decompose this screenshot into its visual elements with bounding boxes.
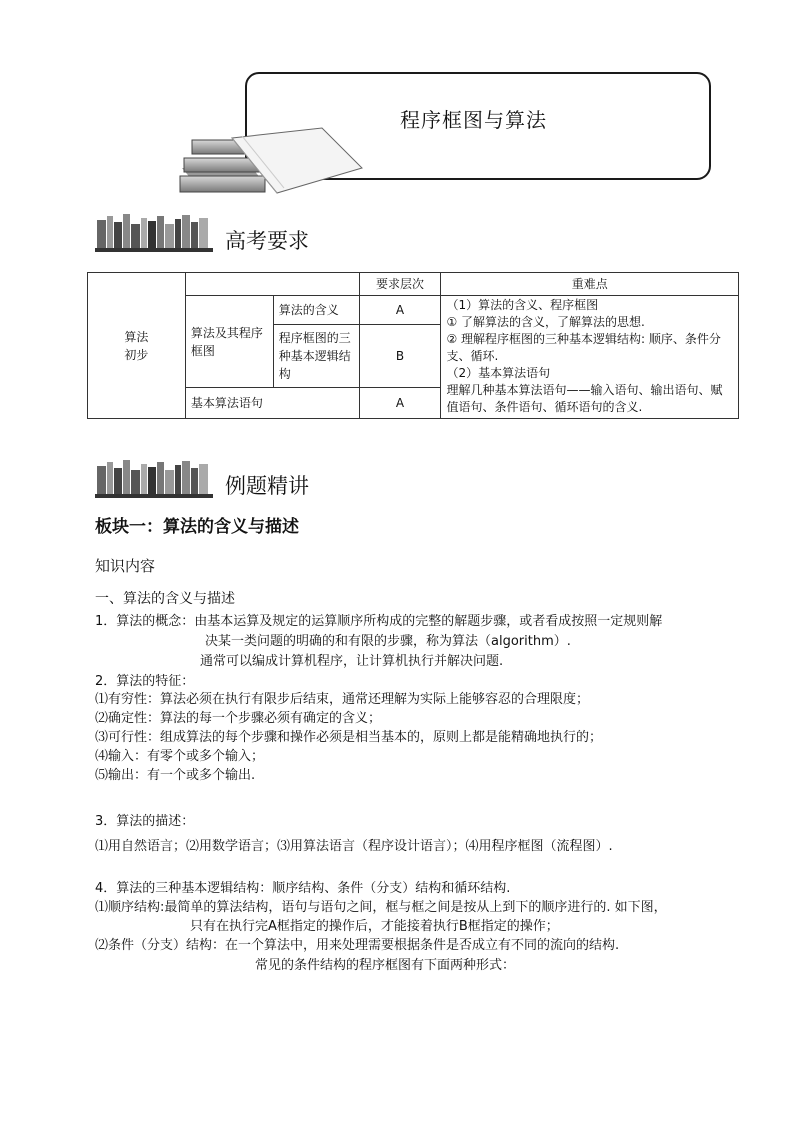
list-item: ⑶可行性：组成算法的每个步骤和操作必须是相当基本的，原则上都是能精确地执行的； [95, 730, 603, 745]
point-line: （2）基本算法语句 [446, 366, 551, 380]
topic-cell: 算法 初步 [88, 273, 186, 419]
paragraph: 1．算法的概念：由基本运算及规定的运算顺序所构成的完整的解题步骤，或者看成按照一定规则解 [95, 614, 663, 629]
section-title-examples: 例题精讲 [225, 474, 309, 498]
paragraph: 4．算法的三种基本逻辑结构：顺序结构、条件（分支）结构和循环结构. [95, 881, 511, 896]
point-line: （1）算法的含义、程序框图 [446, 298, 599, 312]
point-line: 理解几种基本算法语句——输入语句、输出语句、赋值语句、条件语句、循环语句的含义. [446, 383, 723, 414]
paragraph: ⑴顺序结构:最简单的算法结构，语句与语句之间，框与框之间是按从上到下的顺序进行的. 如下图， [95, 900, 667, 915]
paragraph: 常见的条件结构的程序框图有下面两种形式： [255, 958, 516, 973]
row-level: B [359, 324, 441, 388]
row-name: 基本算法语句 [185, 388, 359, 419]
bookshelf-icon [95, 458, 215, 500]
paragraph: 通常可以编成计算机程序，让计算机执行并解决问题. [200, 654, 504, 669]
knowledge-title: 知识内容 [95, 557, 156, 575]
list-item: ⑷输入：有零个或多个输入； [95, 749, 265, 764]
paragraph: 只有在执行完A框指定的操作后，才能接着执行B框指定的操作； [190, 919, 559, 934]
point-line: ① 了解算法的含义，了解算法的思想. [446, 315, 645, 329]
paragraph: 2．算法的特征： [95, 674, 195, 689]
level-header: 要求层次 [359, 273, 441, 296]
requirements-table [87, 272, 739, 419]
group-cell: 算法及其程序框图 [185, 296, 273, 388]
subsection-title: 一、算法的含义与描述 [95, 591, 235, 607]
paragraph: 3．算法的描述： [95, 814, 195, 829]
paragraph: ⑴用自然语言；⑵用数学语言；⑶用算法语言（程序设计语言）；⑷用程序框图（流程图）. [95, 839, 613, 854]
book-stack-icon [172, 118, 372, 198]
point-line: ② 理解程序框图的三种基本逻辑结构: 顺序、条件分支、循环. [446, 332, 721, 363]
paragraph: ⑵条件（分支）结构：在一个算法中，用来处理需要根据条件是否成立有不同的流向的结构. [95, 938, 620, 953]
row-name: 算法的含义 [273, 296, 359, 325]
points-header: 重难点 [441, 273, 739, 296]
row-level: A [359, 296, 441, 325]
empty-header-cell [185, 273, 359, 296]
page-title: 程序框图与算法 [400, 108, 547, 132]
list-item: ⑵确定性：算法的每一个步骤必须有确定的含义； [95, 711, 382, 726]
list-item: ⑸输出：有一个或多个输出. [95, 768, 256, 783]
bookshelf-icon [95, 212, 215, 254]
list-item: ⑴有穷性：算法必须在执行有限步后结束，通常还理解为实际上能够容忍的合理限度； [95, 692, 590, 707]
paragraph: 决某一类问题的明确的和有限的步骤，称为算法（algorithm）. [205, 634, 571, 649]
section-title-requirements: 高考要求 [225, 229, 309, 253]
block-title: 板块一：算法的含义与描述 [95, 517, 299, 537]
row-name: 程序框图的三种基本逻辑结构 [273, 324, 359, 388]
points-cell [441, 296, 739, 419]
row-level: A [359, 388, 441, 419]
